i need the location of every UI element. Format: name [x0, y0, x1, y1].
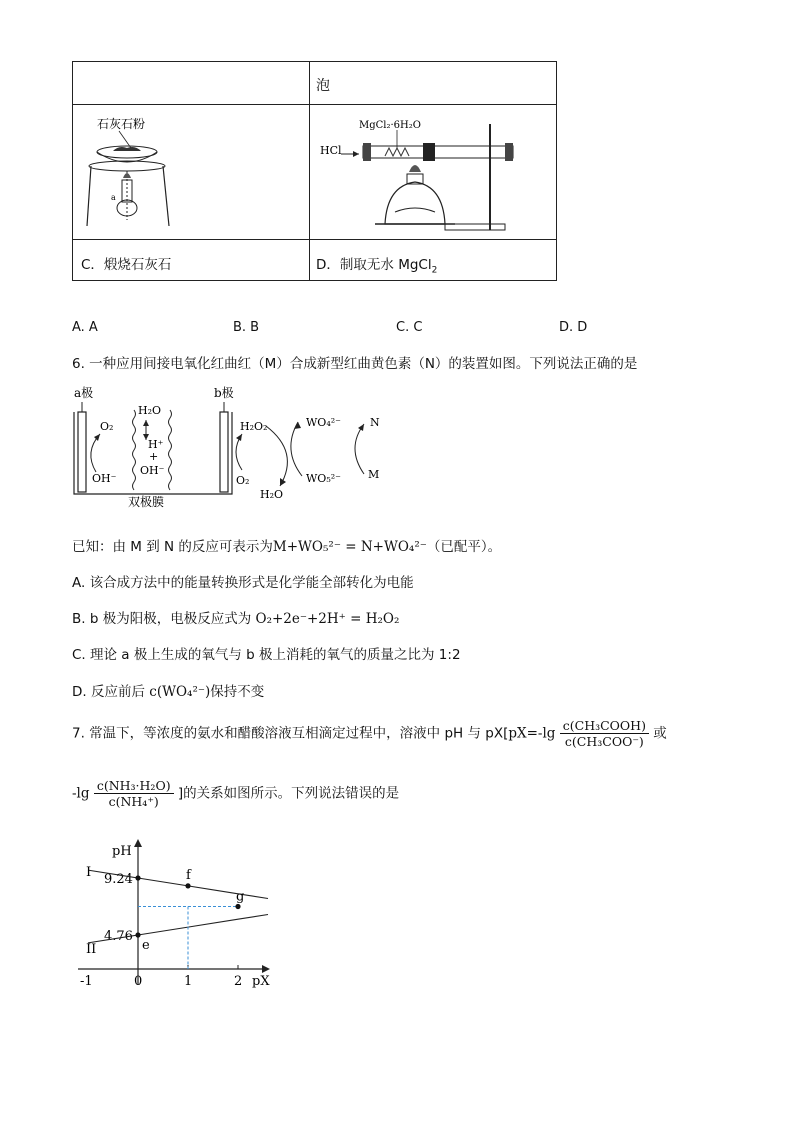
calcination-apparatus-figure — [79, 108, 189, 236]
membrane-label: 双极膜 — [128, 495, 165, 509]
q6-option-a: A. 该合成方法中的能量转换形式是化学能全部转化为电能 — [72, 575, 414, 591]
x-axis-label: pX — [252, 974, 270, 989]
h2o2-label: H₂O₂ — [240, 420, 268, 433]
y-tick-label: 4.76 — [104, 929, 133, 944]
point-label-e: e — [142, 938, 150, 953]
x-tick-label: 0 — [134, 974, 143, 989]
ph-px-chart — [70, 835, 290, 995]
y-axis-arrow — [134, 839, 142, 847]
h2o-mid-label: H₂O — [138, 404, 162, 417]
series-label-II: II — [86, 941, 97, 957]
table-header-right: 泡 — [316, 78, 330, 94]
h2o-right-label: H₂O — [260, 488, 284, 501]
q6-known: 已知：由 M 到 N 的反应可表示为M+WO₅²⁻ = N+WO₄²⁻（已配平）。 — [72, 539, 502, 555]
x-tick-label: 2 — [234, 974, 243, 989]
point-f — [185, 883, 190, 888]
x-tick-label: -1 — [80, 974, 93, 989]
point-e — [135, 932, 140, 937]
q6-stem: 6. 一种应用间接电氧化红曲红（M）合成新型红曲黄色素（N）的装置如图。下列说法正确的是 — [72, 356, 638, 372]
mgcl2-hydrate-label: MgCl₂·6H₂O — [359, 120, 421, 131]
q6-option-d: D. 反应前后 c(WO₄²⁻)保持不变 — [72, 684, 265, 700]
x-axis-arrow — [262, 965, 270, 973]
q6-option-c: C. 理论 a 极上生成的氧气与 b 极上消耗的氧气的质量之比为 1:2 — [72, 647, 461, 663]
series-label-I: I — [86, 865, 92, 881]
q5-option-c: C. C — [396, 320, 423, 335]
plus-sign: + — [149, 450, 159, 463]
q5-option-b: B. B — [233, 320, 260, 335]
point-label-f: f — [186, 867, 191, 883]
option-c-caption: C．煅烧石灰石 — [81, 257, 172, 273]
m-label: M — [368, 468, 380, 481]
hcl-label: HCl — [320, 144, 342, 157]
y-tick-label: 9.24 — [104, 872, 133, 887]
wo5-label: WO₅²⁻ — [306, 472, 341, 485]
svg-text:a: a — [111, 193, 116, 202]
q7-stem-line2: -lg $\frac{\text{c(NH₃·H₂O)}}{\text{c(NH₄⁺)}}$ ]的关系如图所示。下列说法错误的是 — [72, 778, 400, 809]
point-intercept-I — [135, 875, 140, 880]
electrolysis-diagram — [70, 382, 400, 514]
x-tick-label: 1 — [184, 974, 193, 989]
table-row-divider — [73, 104, 556, 105]
o2-left-label: O₂ — [100, 420, 114, 433]
q7-stem-line1: 7. 常温下，等浓度的氨水和醋酸溶液互相滴定过程中，溶液中 pH 与 pX[pX=-lg $\frac{\text{c(CH₃COOH)}}{\text{c(CH₃COO⁻)}}$ 或 — [72, 718, 667, 749]
px-fraction-ammonia: $\frac{\text{c(NH₃·H₂O)}}{\text{c(NH₄⁺)}}$ — [94, 778, 174, 809]
q5-option-d: D. D — [559, 320, 588, 335]
option-d-caption: D．制取无水 MgCl$_2$ — [316, 257, 438, 276]
px-fraction-acetic: $\frac{\text{c(CH₃COOH)}}{\text{c(CH₃COO⁻)}}$ — [560, 718, 649, 749]
limestone-powder-label: 石灰石粉 — [97, 117, 146, 131]
table-column-divider — [309, 62, 310, 280]
electrode-a-label: a极 — [74, 386, 94, 400]
dehydration-apparatus-figure — [315, 112, 553, 236]
point-g — [235, 904, 240, 909]
oh-left-label: OH⁻ — [92, 472, 117, 485]
q5-option-a: A. A — [72, 320, 98, 335]
point-label-g: g — [236, 889, 245, 905]
wo4-label: WO₄²⁻ — [306, 416, 341, 429]
electrode-b-label: b极 — [214, 386, 234, 400]
n-label: N — [370, 416, 380, 429]
y-axis-label: pH — [112, 844, 132, 859]
o2-right-label: O₂ — [236, 474, 250, 487]
table-row-divider — [73, 239, 556, 240]
oh-mid-label: OH⁻ — [140, 464, 165, 477]
q6-option-b: B. b 极为阳极，电极反应式为 O₂+2e⁻+2H⁺ = H₂O₂ — [72, 611, 400, 627]
apparatus-table — [72, 61, 557, 281]
h-plus-label: H⁺ — [148, 438, 164, 451]
